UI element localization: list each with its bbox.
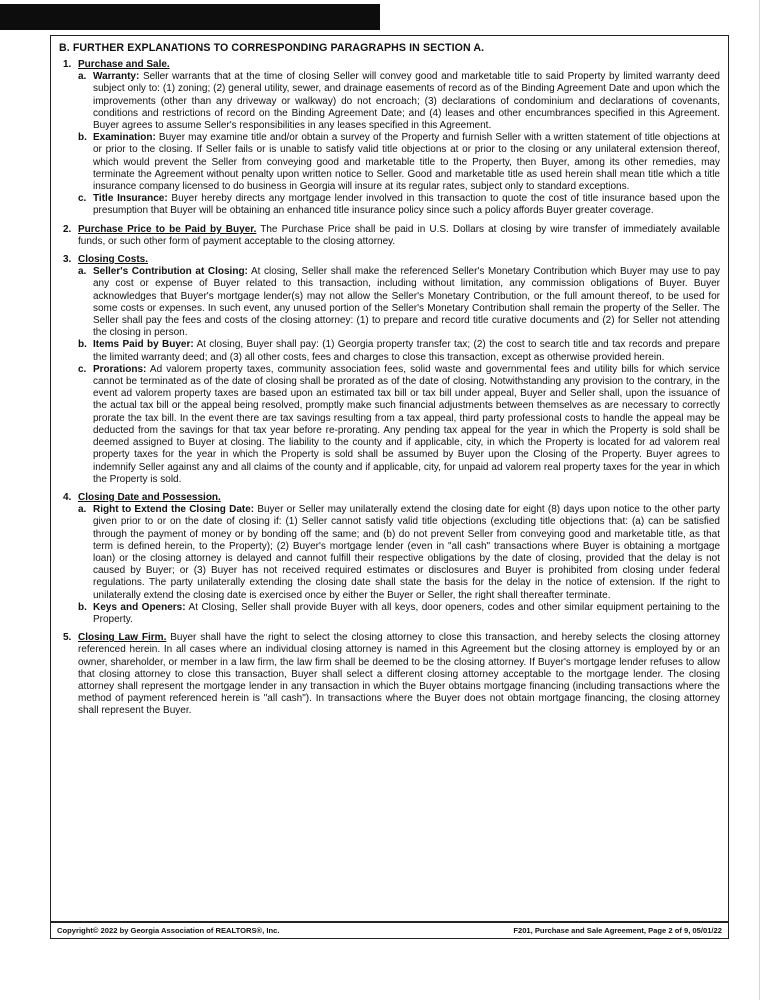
sub-term: Warranty: [93, 71, 140, 83]
subparagraph-3c [78, 364, 720, 486]
sub-term: Title Insurance: [93, 193, 168, 205]
footer-copyright: Copyright© 2022 by Georgia Association of REALTORS®, Inc. [57, 926, 280, 935]
subparagraph-1b [78, 132, 720, 193]
paragraph-text: Buyer shall have the right to select the closing attorney to close this transaction, and hereby selects the closing attorney referenced herein. In all cases where an individual closing attorney is named in this Agreement but the closing attorney is employed by or an owner, shareholder, or member in a law firm, the law firm shall be deemed to be the closing attorney. If Buyer's mortgage lender refuses to allow that closing attorney to close this transaction, Buyer shall select a different closing attorney acceptable to the mortgage lender. The closing attorney shall represent the mortgage lender in any transaction in which the Buyer obtains mortgage financing (including transactions where the method of payment referenced herein is "all cash"). In transactions where the Buyer does not obtain mortgage financing, the closing attorney shall represent the Buyer. [78, 632, 720, 717]
paragraph-5 [59, 632, 720, 717]
sub-term: Items Paid by Buyer: [93, 339, 194, 351]
sub-text: Ad valorem property taxes, community association fees, solid waste and governmental fees and utility bills for which service cannot be terminated as of the date of closing shall be prorated as of the date of closing. Notwithstanding any provision to the contrary, in the event ad valorem property taxes are based upon an estimated tax bill or tax bill under appeal, Buyer and Seller shall, upon the issuance of the actual tax bill or the appeal being resolved, promptly make such financial adjustments between themselves as are necessary to correctly prorate the tax bill. In the event there are tax savings resulting from a tax appeal, third party professional costs to handle the appeal may be deducted from the savings for that tax year before re-prorating. Any pending tax appeal for the year in which the Property is sold shall be deemed assigned to Buyer at closing. The liability to the county and if applicable, city, in which the Property is located for ad valorem real property taxes for the year in which the Property is sold shall be assumed by Buyer upon the Closing of the Property. Buyer agrees to indemnify Seller against any and all claims of the county and if applicable, city, for unpaid ad valorem real property taxes for the year in which the Property is sold. [93, 363, 720, 485]
section-title: B. FURTHER EXPLANATIONS TO CORRESPONDING PARAGRAPHS IN SECTION A. [59, 42, 485, 54]
sub-letter: a. [78, 266, 87, 278]
scan-header-bar [0, 4, 380, 30]
paragraph-number: 2. [63, 223, 72, 235]
document-frame [50, 35, 729, 939]
paragraph-2 [59, 224, 720, 248]
paragraph-heading: Purchase and Sale. [78, 59, 170, 70]
footer-rule [51, 921, 728, 923]
sub-text: At closing, Seller shall make the referenced Seller's Monetary Contribution which Buyer may use to pay any cost or expense of Buyer related to this transaction, including without limitation, any commission obligations of Buyer. Buyer acknowledges that Buyer's mortgage lender(s) may not allow the Seller's Monetary Contribution, or the full amount thereof, to be used for some costs or expenses. In such event, any unused portion of the Seller's Monetary Contribution shall remain the property of the Seller. The Seller shall pay the fees and costs of the closing attorney: (1) to prepare and record title curative documents and (2) for Seller not attending the closing in person. [93, 266, 720, 339]
subparagraph-3a [78, 266, 720, 339]
page-footer [57, 926, 722, 935]
paragraph-heading: Purchase Price to be Paid by Buyer. [78, 223, 257, 235]
sub-letter: b. [78, 601, 87, 613]
paragraph-body [78, 632, 720, 717]
footer-form-id: F201, Purchase and Sale Agreement, Page 2 of 9, 05/01/22 [513, 926, 722, 935]
paragraph-heading: Closing Date and Possession. [78, 491, 221, 503]
document-content [59, 42, 720, 724]
subparagraph-4a [78, 504, 720, 602]
sub-text: At closing, Buyer shall pay: (1) Georgia property transfer tax; (2) the cost to search title and tax records and prepare the limited warranty deed; and (3) all other costs, fees and charges to close this transaction, except as otherwise provided herein. [93, 339, 721, 363]
paragraph-number: 1. [63, 59, 72, 70]
subparagraph-1c [78, 193, 720, 217]
paragraph-3 [59, 254, 720, 486]
subparagraph-1a [78, 71, 720, 132]
sub-term: Prorations: [93, 363, 147, 375]
sub-letter: c. [78, 363, 87, 375]
sub-letter: b. [78, 132, 87, 144]
sub-letter: a. [78, 504, 87, 516]
sub-term: Seller's Contribution at Closing: [93, 266, 248, 278]
sub-term: Examination: [93, 132, 156, 144]
sub-text: Buyer hereby directs any mortgage lender involved in this transaction to quote the cost of title insurance based upon the presumption that Buyer will be obtaining an enhanced title insurance policy since such a policy affords Buyer greater coverage. [93, 193, 720, 217]
paragraph-body [78, 224, 720, 248]
paragraph-4 [59, 492, 720, 626]
paragraph-body [78, 254, 720, 486]
paragraph-body [78, 59, 720, 218]
subparagraph-3b [78, 339, 720, 363]
sub-term: Right to Extend the Closing Date: [93, 504, 255, 516]
sub-letter: a. [78, 71, 87, 83]
sub-term: Keys and Openers: [93, 601, 186, 613]
scan-edge-line [759, 0, 760, 1000]
subparagraph-4b [78, 602, 720, 626]
sub-letter: b. [78, 339, 87, 351]
sub-letter: c. [78, 193, 87, 205]
paragraph-body [78, 492, 720, 626]
paragraph-number: 4. [63, 491, 72, 503]
paragraph-heading: Closing Law Firm. [78, 632, 167, 644]
sub-text: Buyer or Seller may unilaterally extend the closing date for eight (8) days upon notice to the other party given prior to or on the date of closing if: (1) Seller cannot satisfy valid title objections (excluding title objections that: (a) can be satisfied through the payment of money or by bonding off the same; and (b) do not prevent Seller from conveying good and marketable title, as that term is defined herein, to the Property); (2) Buyer's mortgage lender (even in "all cash" transactions where Buyer is obtaining a mortgage loan) or the closing attorney is delayed and cannot fulfill their respective obligations by the date of closing, provided that the delay is not caused by Buyer; or (3) Buyer has not received required estimates or disclosures and Buyer is prohibited from closing under federal regulations. The party unilaterally extending the closing date shall state the basis for the delay in the notice of extension. If the right to unilaterally extend the closing date is exercised once by either the Buyer or Seller, the right shall thereafter terminate. [93, 504, 720, 601]
sub-text: Seller warrants that at the time of closing Seller will convey good and marketable title to said Property by limited warranty deed subject only to: (1) zoning; (2) general utility, sewer, and drainage easements of record as of the Binding Agreement Date and upon which the improvements (other than any driveway or walkway) do not encroach; (3) declarations of condominium and declarations of covenants, conditions and restrictions of record on the Binding Agreement Date; and (4) leases and other encumbrances specified in this Agreement. Buyer agrees to assume Seller's responsibilities in any leases specified in this Agreement. [93, 71, 720, 132]
sub-text: At Closing, Seller shall provide Buyer with all keys, door openers, codes and other similar equipment pertaining to the Property. [93, 601, 720, 625]
paragraph-heading: Closing Costs. [78, 254, 149, 266]
paragraph-number: 5. [63, 632, 72, 644]
paragraph-1 [59, 59, 720, 218]
paragraph-text: The Purchase Price shall be paid in U.S. Dollars at closing by wire transfer of immediately available funds, or such other form of payment acceptable to the closing attorney. [78, 223, 721, 247]
paragraph-number: 3. [63, 254, 72, 266]
sub-text: Buyer may examine title and/or obtain a survey of the Property and furnish Seller with a written statement of title objections at or prior to the closing. If Seller fails or is unable to satisfy valid title objections at or prior to the closing or any unilateral extension thereof, which would prevent the Seller from conveying good and marketable title to the Property, then Buyer, among its other remedies, may terminate the Agreement without penalty upon written notice to Seller. Good and marketable title as used herein shall mean title which a title insurance company licensed to do business in Georgia will insure at its regular rates, subject only to standard exceptions. [93, 132, 720, 193]
